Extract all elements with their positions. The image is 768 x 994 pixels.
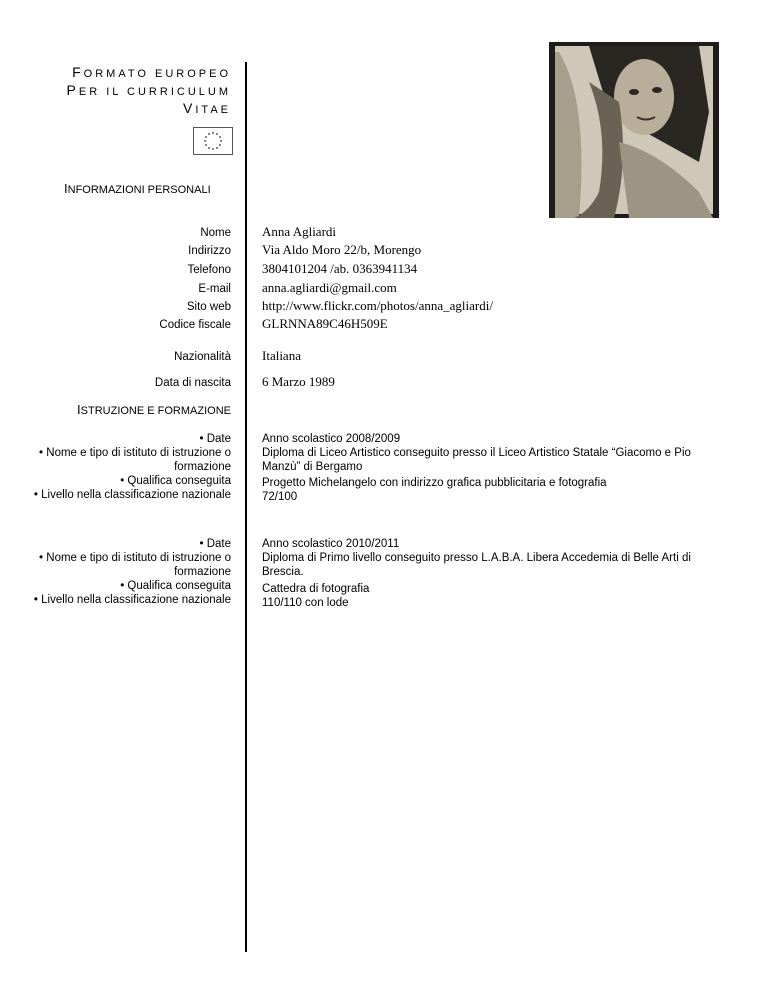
education-label-qualifica: • Qualifica conseguita: [120, 580, 231, 592]
education-label-date: • Date: [199, 433, 231, 445]
personal-value: Italiana: [262, 348, 301, 363]
personal-value: Anna Agliardi: [262, 224, 337, 239]
personal-value: anna.agliardi@gmail.com: [262, 280, 397, 295]
personal-label: Sito web: [186, 301, 231, 313]
personal-value: 3804101204 /ab. 0363941134: [262, 261, 418, 276]
profile-photo: [549, 42, 719, 218]
education-label-qualifica: • Qualifica conseguita: [120, 475, 231, 487]
education-value-date: Anno scolastico 2008/2009: [262, 433, 401, 445]
education-label-istituto: • Nome e tipo di istituto di istruzione o formazione: [39, 447, 231, 473]
personal-section-title: INFORMAZIONI PERSONALI: [64, 181, 211, 196]
education-value-date: Anno scolastico 2010/2011: [262, 538, 400, 550]
education-value-istituto: Diploma di Primo livello conseguito presso L.A.B.A. Libera Accedemia di Belle Arti di Brescia.: [262, 552, 691, 578]
personal-value: GLRNNA89C46H509E: [262, 316, 388, 331]
personal-value: http://www.flickr.com/photos/anna_agliardi/: [262, 298, 493, 313]
personal-label: E-mail: [198, 283, 231, 295]
personal-label: Data di nascita: [154, 377, 231, 389]
title-line-3: VITAE: [183, 100, 231, 116]
education-value-livello: 72/100: [262, 491, 298, 503]
personal-label: Nome: [200, 227, 231, 239]
education-label-date: • Date: [199, 538, 231, 550]
document-title: [67, 64, 231, 118]
education-value-istituto: Diploma di Liceo Artistico conseguito presso il Liceo Artistico Statale “Giacomo e Pio Manzù” di Bergamo: [262, 447, 691, 473]
education-value-qualifica: Cattedra di fotografia: [262, 583, 370, 595]
personal-label: Nazionalità: [174, 351, 231, 363]
column-divider: [245, 62, 247, 952]
personal-value: Via Aldo Moro 22/b, Morengo: [262, 242, 422, 257]
education-label-istituto: • Nome e tipo di istituto di istruzione o formazione: [39, 552, 231, 578]
education-value-qualifica: Progetto Michelangelo con indirizzo grafica pubblicitaria e fotografia: [262, 477, 607, 489]
title-line-2: PER IL CURRICULUM: [66, 82, 231, 98]
personal-value: 6 Marzo 1989: [262, 374, 335, 389]
title-line-1: FORMATO EUROPEO: [72, 64, 231, 80]
education-label-livello: • Livello nella classificazione nazionale: [33, 489, 231, 501]
eu-flag-icon: [193, 127, 233, 155]
education-section-title: ISTRUZIONE E FORMAZIONE: [77, 402, 231, 417]
personal-label: Telefono: [187, 264, 231, 276]
personal-label: Indirizzo: [188, 245, 231, 257]
personal-label: Codice fiscale: [159, 319, 231, 331]
education-label-livello: • Livello nella classificazione nazionale: [33, 594, 231, 606]
education-value-livello: 110/110 con lode: [262, 597, 349, 609]
